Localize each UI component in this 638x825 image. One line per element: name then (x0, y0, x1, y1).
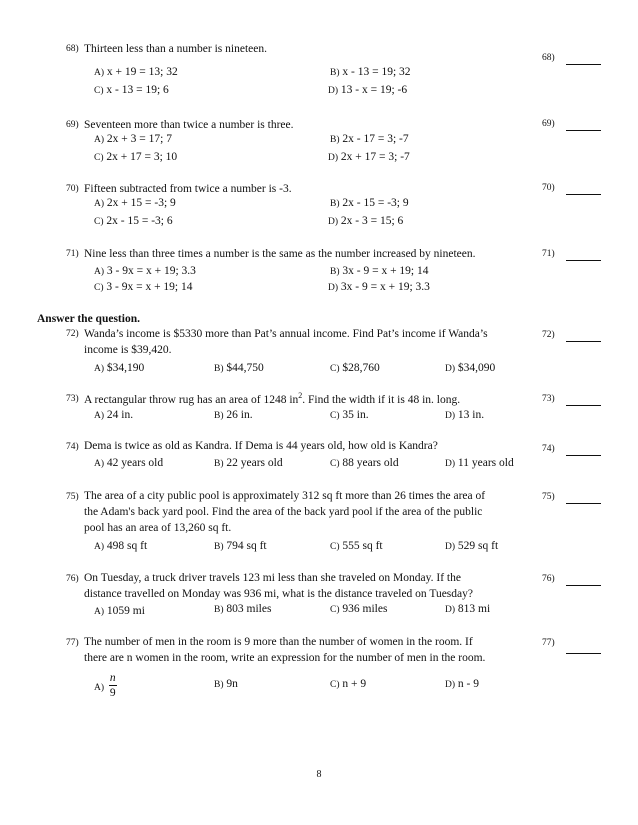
section-header: Answer the question. (37, 313, 140, 325)
question-text-line1: On Tuesday, a truck driver travels 123 mi less than she traveled on Monday. If the (84, 572, 461, 584)
option-d[interactable]: D) n - 9 (445, 678, 479, 690)
option-d[interactable]: D) 13 - x = 19; -6 (328, 84, 408, 96)
answer-number: 74) (542, 444, 555, 454)
option-b[interactable]: B) 22 years old (214, 457, 283, 469)
answer-blank[interactable] (566, 405, 601, 406)
question-text: Nine less than three times a number is the same as the number increased by nineteen. (84, 248, 476, 260)
page-number: 8 (316, 769, 322, 780)
option-c[interactable]: C) x - 13 = 19; 6 (94, 84, 169, 96)
option-a[interactable]: A) 1059 mi (94, 605, 145, 617)
option-d[interactable]: D) 11 years old (445, 457, 514, 469)
question-text-line1: The area of a city public pool is approximately 312 sq ft more than 26 times the area of (84, 490, 486, 502)
question-text-line2: income is $39,420. (84, 344, 172, 356)
answer-blank[interactable] (566, 653, 601, 654)
question-number: 75) (66, 492, 79, 502)
option-c[interactable]: C) n + 9 (330, 678, 367, 690)
option-b[interactable]: B) 3x - 9 = x + 19; 14 (330, 265, 429, 277)
answer-number: 71) (542, 249, 555, 259)
answer-blank[interactable] (566, 64, 601, 65)
option-d[interactable]: D) 13 in. (445, 409, 485, 421)
answer-blank[interactable] (566, 130, 601, 131)
answer-number: 69) (542, 119, 555, 129)
option-c[interactable]: C) $28,760 (330, 362, 380, 374)
answer-blank[interactable] (566, 341, 601, 342)
answer-number: 75) (542, 492, 555, 502)
option-b[interactable]: B) 26 in. (214, 409, 253, 421)
option-a[interactable]: A) 3 - 9x = x + 19; 3.3 (94, 265, 196, 277)
answer-blank[interactable] (566, 503, 601, 504)
question-text: Fifteen subtracted from twice a number is -3. (84, 183, 292, 195)
question-number: 72) (66, 329, 79, 339)
question-text-line2: the Adam's back yard pool. Find the area of the back yard pool if the area of the public (84, 506, 483, 518)
option-a[interactable]: A) 24 in. (94, 409, 134, 421)
fraction-numerator: n (109, 672, 116, 684)
question-text-line1: Wanda’s income is $5330 more than Pat’s annual income. Find Pat’s income if Wanda’s (84, 328, 488, 340)
question-text: Dema is twice as old as Kandra. If Dema is 44 years old, how old is Kandra? (84, 440, 438, 452)
question-text-line1: The number of men in the room is 9 more than the number of women in the room. If (84, 636, 473, 648)
option-c[interactable]: C) 3 - 9x = x + 19; 14 (94, 281, 193, 293)
option-b[interactable]: B) $44,750 (214, 362, 264, 374)
option-c[interactable]: C) 936 miles (330, 603, 388, 615)
option-a[interactable]: A) x + 19 = 13; 32 (94, 66, 178, 78)
option-d[interactable]: D) 2x + 17 = 3; -7 (328, 151, 410, 163)
question-text: Thirteen less than a number is nineteen. (84, 43, 267, 55)
option-c[interactable]: C) 2x + 17 = 3; 10 (94, 151, 178, 163)
answer-number: 72) (542, 330, 555, 340)
answer-blank[interactable] (566, 455, 601, 456)
option-a[interactable]: $_{A)}$ $\frac{n}{9}$ (94, 672, 116, 699)
option-b[interactable]: B) 9n (214, 678, 238, 690)
option-d[interactable]: D) 529 sq ft (445, 540, 499, 552)
answer-blank[interactable] (566, 585, 601, 586)
option-d[interactable]: D) 2x - 3 = 15; 6 (328, 215, 404, 227)
option-d[interactable]: D) 3x - 9 = x + 19; 3.3 (328, 281, 430, 293)
question-text: A rectangular throw rug has an area of 1248 $in^2$. Find the width if it is 48 in. long. (84, 391, 461, 406)
option-a[interactable]: A) $34,190 (94, 362, 145, 374)
answer-number: 70) (542, 183, 555, 193)
option-b[interactable]: B) x - 13 = 19; 32 (330, 66, 411, 78)
answer-number: 68) (542, 53, 555, 63)
answer-number: 77) (542, 638, 555, 648)
option-c[interactable]: C) 555 sq ft (330, 540, 383, 552)
question-text-line3: pool has an area of 13,260 sq ft. (84, 522, 232, 534)
answer-blank[interactable] (566, 260, 601, 261)
option-a[interactable]: A) 498 sq ft (94, 540, 148, 552)
option-b[interactable]: B) 794 sq ft (214, 540, 267, 552)
question-text: Seventeen more than twice a number is three. (84, 119, 294, 131)
question-number: 71) (66, 249, 79, 259)
option-c[interactable]: C) 35 in. (330, 409, 369, 421)
question-number: 68) (66, 44, 79, 54)
option-c[interactable]: C) 88 years old (330, 457, 399, 469)
question-number: 73) (66, 394, 79, 404)
option-d[interactable]: D) $34,090 (445, 362, 496, 374)
question-number: 76) (66, 574, 79, 584)
answer-blank[interactable] (566, 194, 601, 195)
answer-number: 76) (542, 574, 555, 584)
option-b[interactable]: B) 2x - 15 = -3; 9 (330, 197, 409, 209)
question-number: 70) (66, 184, 79, 194)
answer-number: 73) (542, 394, 555, 404)
option-a[interactable]: A) 42 years old (94, 457, 164, 469)
question-text-line2: distance travelled on Monday was 936 mi, what is the distance traveled on Tuesday? (84, 588, 473, 600)
question-number: 69) (66, 120, 79, 130)
option-a[interactable]: A) 2x + 15 = -3; 9 (94, 197, 176, 209)
question-number: 77) (66, 638, 79, 648)
option-c[interactable]: C) 2x - 15 = -3; 6 (94, 215, 173, 227)
option-a[interactable]: A) 2x + 3 = 17; 7 (94, 133, 172, 145)
option-b[interactable]: B) 803 miles (214, 603, 272, 615)
fraction-denominator: 9 (109, 687, 116, 699)
question-text-line2: there are n women in the room, write an expression for the number of men in the room. (84, 652, 486, 664)
option-b[interactable]: B) 2x - 17 = 3; -7 (330, 133, 409, 145)
option-d[interactable]: D) 813 mi (445, 603, 491, 615)
question-number: 74) (66, 442, 79, 452)
